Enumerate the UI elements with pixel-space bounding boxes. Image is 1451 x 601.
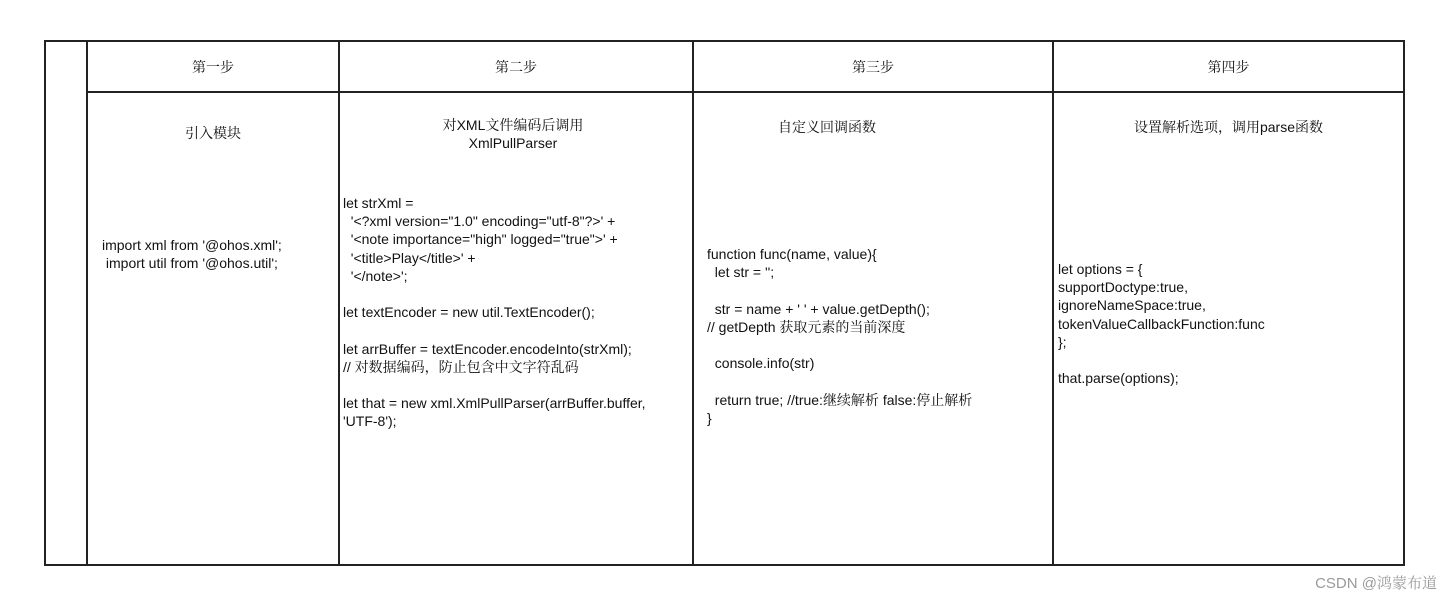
step-4-title: 设置解析选项，调用parse函数 <box>1133 119 1324 135</box>
step-3-header-label: 第三步 <box>852 58 894 75</box>
step-1-header <box>86 40 340 93</box>
step-1-code: import xml from '@ohos.xml'; import util from '@ohos.util'; <box>102 237 282 272</box>
step-2-header-label: 第二步 <box>495 58 537 75</box>
step-1-column <box>86 93 340 566</box>
step-1-title: 引入模块 <box>185 125 241 141</box>
step-2-header <box>338 40 694 93</box>
step-4-code: let options = { supportDoctype:true, ignoreNameSpace:true, tokenValueCallbackFunction:func }; that.parse(options); <box>1058 261 1265 387</box>
step-4-header-label: 第四步 <box>1207 58 1250 75</box>
watermark: CSDN @鸿蒙布道 <box>1315 575 1437 592</box>
step-3-header <box>692 40 1054 93</box>
step-3-code: function func(name, value){ let str = ''; str = name + ' ' + value.getDepth(); // getDepth 获取元素的当前深度 console.info(str) return true; //true:继续解析 false:停止解析 } <box>707 246 973 426</box>
step-1-header-label: 第一步 <box>192 58 234 75</box>
step-2-code: let strXml = '<?xml version="1.0" encoding="utf-8"?>' + '<note importance="high" logged="true">' + '<title>Play</title>' + '</note>'; let textEncoder = new util.TextEncoder(); let arrBuffer = textEncoder.encodeInto(strXml); // 对数据编码，防止包含中文字符乱码 let that = new xml.XmlPullParser(arrBuffer.buffer, 'UTF-8'); <box>343 195 646 430</box>
step-4-header <box>1052 40 1405 93</box>
step-2-title: 对XML文件编码后调用 XmlPullParser <box>442 117 584 151</box>
step-3-title: 自定义回调函数 <box>778 119 876 135</box>
